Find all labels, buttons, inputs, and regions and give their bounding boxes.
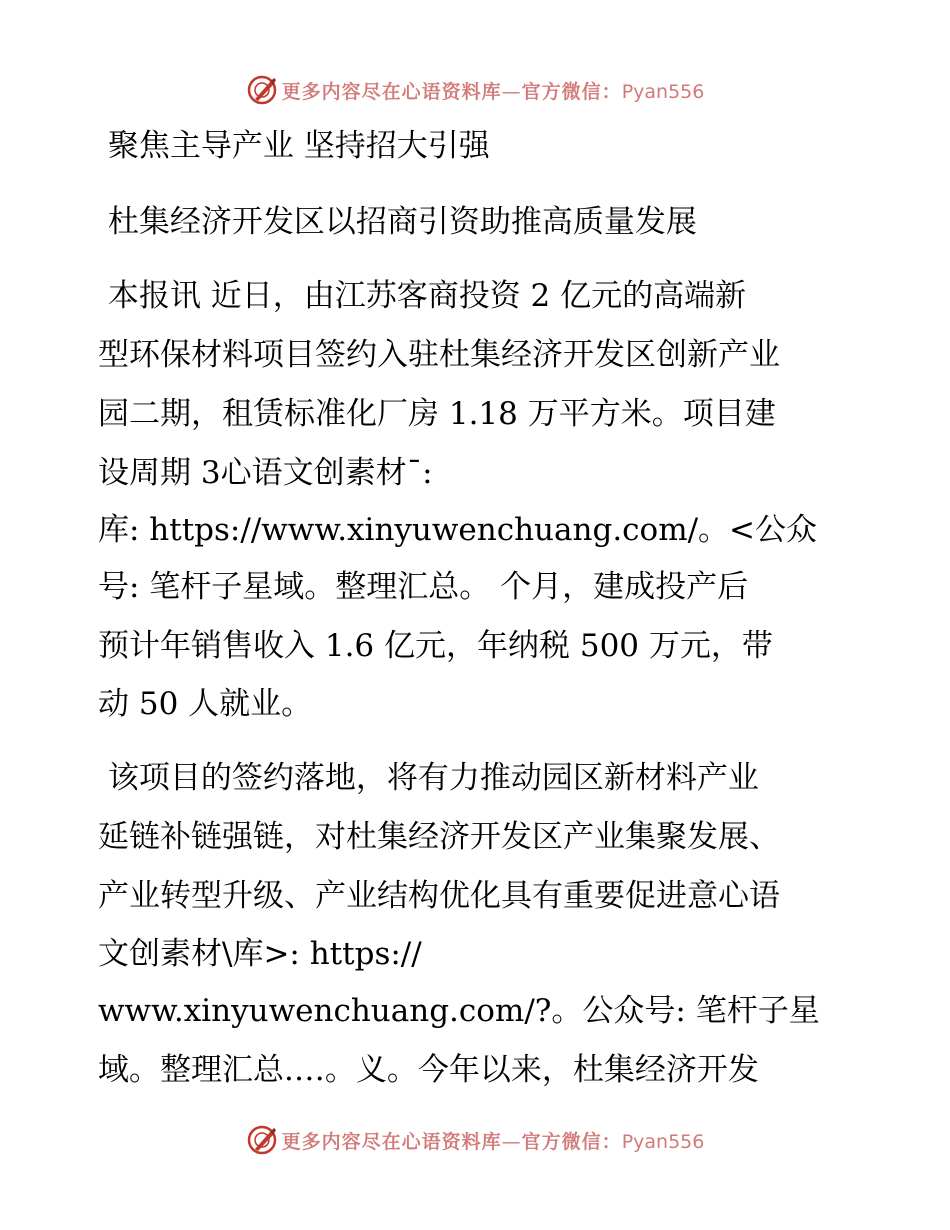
paragraph-line: 域。整理汇总.…。义。今年以来，杜集经济开发 [98, 1052, 759, 1088]
banner-wechat-id: Pyan556 [621, 80, 705, 103]
paragraph-line: 设周期 3心语文创素材¯: [98, 455, 433, 491]
paragraph-line: www.xinyuwenchuang.com/?。公众号: 笔杆子星 [98, 993, 820, 1029]
paragraph-line: 本报讯 近日，由江苏客商投资 2 亿元的高端新 [98, 278, 747, 314]
banner-wechat-id: Pyan556 [621, 1130, 705, 1153]
banner-wechat-label: 官方微信： [521, 80, 622, 103]
paragraph-line: 动 50 人就业。 [98, 686, 313, 722]
banner-separator: — [501, 80, 522, 103]
paragraph-line: 园二期，租赁标准化厂房 1.18 万平方米。项目建 [98, 396, 776, 432]
banner-wechat-label: 官方微信： [521, 1130, 622, 1153]
paragraph-line: 库: https://www.xinyuwenchuang.com/。<公众 [98, 512, 818, 548]
banner-text [282, 1127, 705, 1154]
paragraph-line: 预计年销售收入 1.6 亿元，年纳税 500 万元，带 [98, 628, 773, 664]
footer-watermark-banner [0, 1120, 950, 1160]
article-subtitle: 杜集经济开发区以招商引资助推高质量发展 [98, 204, 697, 240]
paragraph-line: 该项目的签约落地，将有力推动园区新材料产业 [98, 760, 759, 796]
article-title: 聚焦主导产业 坚持招大引强 [98, 128, 490, 164]
paragraph-line: 号: 笔杆子星域。整理汇总。 个月，建成投产后 [98, 569, 749, 605]
paragraph-line: 型环保材料项目签约入驻杜集经济开发区创新产业 [98, 337, 780, 373]
banner-main-text: 更多内容尽在心语资料库 [281, 80, 502, 103]
banner-main-text: 更多内容尽在心语资料库 [281, 1130, 502, 1153]
paragraph-line: 文创素材\库>: https:// [98, 936, 422, 972]
paragraph-line: 产业转型升级、产业结构优化具有重要促进意心语 [98, 878, 780, 914]
paragraph-line: 延链补链强链，对杜集经济开发区产业集聚发展、 [98, 819, 780, 855]
pen-logo-icon [246, 1124, 278, 1156]
banner-separator: — [501, 1130, 522, 1153]
